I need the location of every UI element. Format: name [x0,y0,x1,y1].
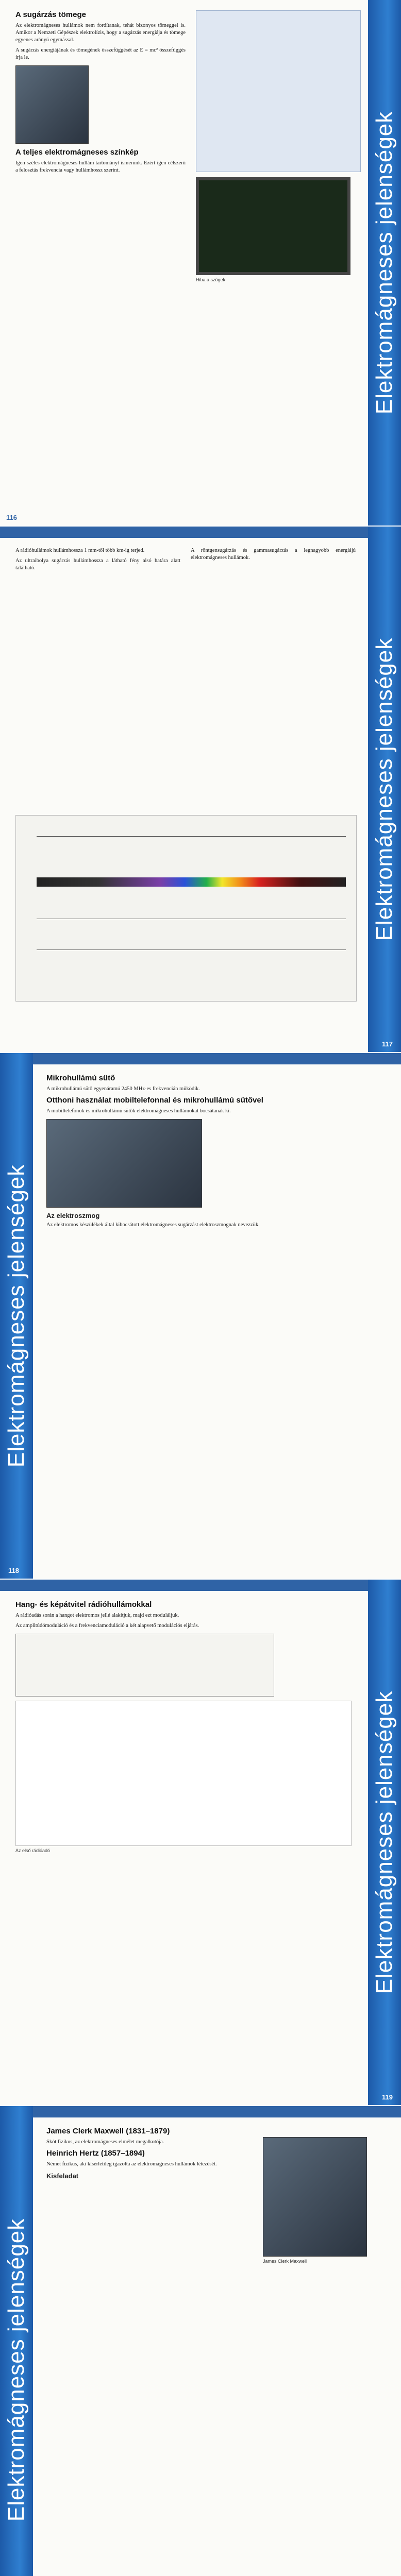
info-box [196,10,361,172]
section-title: A sugárzás tömege [15,10,86,19]
portrait-column [263,2137,376,2264]
section-title: James Clerk Maxwell (1831–1879) [46,2127,170,2136]
column-right [191,547,356,565]
sidebar-strip [0,2106,33,2576]
paragraph: Az elektromágneses hullámok nem fordítanak, tehát bizonyos tömeggel is. Amikor a Nemzeti Gépészek elektrolízis, hogy a sugárzás energiája és tömege egyenes arányú egymással. [15,23,186,43]
header-bar [0,527,368,538]
header-bar [33,2106,401,2117]
sidebar-strip [368,527,401,1052]
paragraph: Skót fizikus, az elektromágneses elmélet megalkotója. [46,2139,164,2145]
content [46,2127,253,2182]
page-116 [0,0,401,526]
section-heading: Otthoni használat mobiltelefonnal és mikrohullámú sütővel [46,1096,263,1105]
wave-line [37,836,346,837]
image-caption: James Clerk Maxwell [263,2259,307,2264]
paragraph: A rádióadás során a hangot elektromos jellé alakítjuk, majd ezt moduláljuk. [15,1613,179,1618]
section-title: Mikrohullámú sütő [46,1074,115,1082]
portrait-photo [15,65,89,144]
page-119 [0,1580,401,2105]
page-number: 117 [382,1040,393,1048]
section-heading: A teljes elektromágneses színkép [15,148,139,157]
column-right [196,10,361,282]
content [46,1074,376,1232]
sidebar-title: Elektromágneses jelenségek [4,1164,29,1468]
page-118 [0,1053,401,1579]
page-117 [0,527,401,1052]
page-number: 118 [8,1567,19,1574]
page-number: 119 [382,2093,393,2101]
portrait-photo [263,2137,367,2257]
paragraph: Német fizikus, aki kísérletileg igazolta az elektromágneses hullámok létezését. [46,2161,217,2167]
paragraph: Igen széles elektromágneses hullám tartományt ismerünk. Ezért igen célszerű a felosztás frekvencia vagy hullámhossz szerint. [15,160,186,173]
paragraph: Az elektromos készülékek által kibocsátott elektromágneses sugárzást elektroszmognak nevezzük. [46,1222,260,1228]
column-left [15,10,186,177]
sidebar-strip [368,0,401,526]
section-title: Hang- és képátvitel rádióhullámokkal [15,1600,152,1609]
modulation-graphs [15,1701,352,1846]
subsection-heading: Kisfeladat [46,2172,79,2180]
paragraph: A sugárzás energiájának és tömegének összefüggését az E = mc² összefüggés írja le. [15,47,186,60]
paragraph: A rádióhullámok hullámhossza 1 mm-től több km-ig terjed. [15,548,145,553]
screen-image [196,177,350,275]
page-number: 116 [6,514,17,521]
subsection-heading: Az elektroszmog [46,1212,100,1219]
sidebar-title: Elektromágneses jelenségek [4,2218,29,2522]
spectrum-diagram [15,815,357,1002]
spectrum-bar [37,877,346,887]
sidebar-title: Elektromágneses jelenségek [372,111,397,415]
page-120 [0,2106,401,2576]
image-caption: Hiba a szögek [196,277,226,282]
image-caption: Az első rádióadó [15,1848,51,1853]
sidebar-title: Elektromágneses jelenségek [372,1690,397,1994]
content [15,1600,350,1853]
paragraph: A röntgensugárzás és gammasugárzás a legnagyobb energiájú elektromágneses hullámok. [191,548,356,561]
block-diagram [15,1634,274,1697]
paragraph: A mikrohullámú sütő egyenáramú 2450 MHz-es frekvencián működik. [46,1086,201,1092]
paragraph: A mobiltelefonok és mikrohullámú sütők elektromágneses hullámokat bocsátanak ki. [46,1108,231,1114]
sidebar-strip [368,1580,401,2105]
header-bar [33,1053,401,1064]
header-bar [0,1580,368,1591]
sidebar-title: Elektromágneses jelenségek [372,637,397,941]
paragraph: Az amplitúdómoduláció és a frekvenciamoduláció a két alapvető modulációs eljárás. [15,1623,199,1629]
sidebar-strip [0,1053,33,1579]
paragraph: Az ultraibolya sugárzás hullámhossza a látható fény alsó határa alatt található. [15,558,180,571]
column-left [15,547,180,575]
section-heading: Heinrich Hertz (1857–1894) [46,2149,145,2158]
device-photo [46,1119,202,1208]
